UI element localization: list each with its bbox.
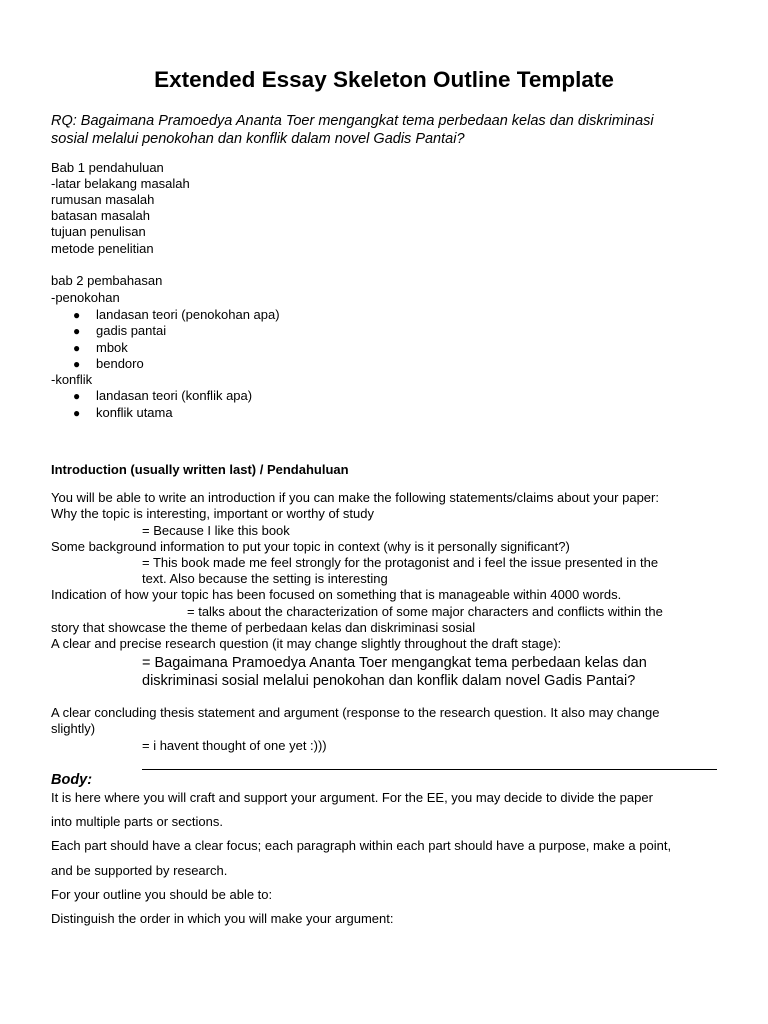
page-title: Extended Essay Skeleton Outline Template (154, 67, 614, 92)
intro-question: Some background information to put your topic in context (why is it personally significant?) (51, 539, 570, 554)
intro-question: A clear and precise research question (it may change slightly throughout the draft stage): (51, 636, 562, 651)
introduction-heading: Introduction (usually written last) / Pendahuluan (51, 462, 349, 477)
intro-answer: text. Also because the setting is interesting (142, 571, 388, 586)
penokohan-item: bendoro (96, 356, 144, 371)
penokohan-item: gadis pantai (96, 323, 167, 338)
intro-answer: = Bagaimana Pramoedya Ananta Toer mengangkat tema perbedaan kelas dan (142, 655, 647, 671)
bab1-title: Bab 1 pendahuluan (51, 160, 164, 175)
intro-answer: diskriminasi sosial melalui penokohan dan konflik dalam novel Gadis Pantai? (142, 673, 636, 689)
bullet-icon: ● (73, 308, 81, 322)
konflik-item: landasan teori (konflik apa) (96, 388, 253, 403)
body-paragraph: For your outline you should be able to: (51, 887, 273, 902)
bullet-icon: ● (73, 389, 81, 403)
body-paragraph: and be supported by research. (51, 863, 228, 878)
intro-lead: You will be able to write an introduction if you can make the following statements/claims about your paper: (51, 490, 659, 505)
penokohan-item: mbok (96, 340, 128, 355)
bab1-item: tujuan penulisan (51, 224, 146, 239)
bullet-icon: ● (73, 406, 81, 420)
intro-question: A clear concluding thesis statement and argument (response to the research question. It also may change (51, 705, 660, 720)
intro-answer: = This book made me feel strongly for the protagonist and i feel the issue presented in the (142, 555, 659, 570)
konflik-item: konflik utama (96, 405, 173, 420)
intro-answer: story that showcase the theme of perbedaan kelas dan diskriminasi sosial (51, 620, 476, 635)
intro-answer: = Because I like this book (142, 523, 290, 538)
bab2-konflik: -konflik (51, 372, 93, 387)
body-paragraph: into multiple parts or sections. (51, 814, 223, 829)
bab1-item: -latar belakang masalah (51, 176, 190, 191)
body-heading: Body: (51, 772, 93, 788)
bab1-item: metode penelitian (51, 241, 154, 256)
bab1-item: batasan masalah (51, 208, 151, 223)
bullet-icon: ● (73, 324, 81, 338)
bullet-icon: ● (73, 357, 81, 371)
intro-question: Why the topic is interesting, important or worthy of study (51, 506, 374, 521)
research-question-line-2: sosial melalui penokohan dan konflik dalam novel Gadis Pantai? (51, 131, 465, 147)
body-paragraph: Each part should have a clear focus; each paragraph within each part should have a purpose, make a point, (51, 838, 672, 853)
bab2-penokohan: -penokohan (51, 290, 120, 305)
body-paragraph: Distinguish the order in which you will make your argument: (51, 911, 394, 926)
bab2-title: bab 2 pembahasan (51, 273, 163, 288)
intro-answer: = talks about the characterization of some major characters and conflicts within the (187, 604, 663, 619)
intro-question: Indication of how your topic has been focused on something that is manageable within 4000 words. (51, 587, 622, 602)
intro-answer: = i havent thought of one yet :))) (142, 738, 327, 753)
penokohan-item: landasan teori (penokohan apa) (96, 307, 280, 322)
research-question-line-1: RQ: Bagaimana Pramoedya Ananta Toer mengangkat tema perbedaan kelas dan diskriminasi (51, 113, 654, 129)
body-paragraph: It is here where you will craft and support your argument. For the EE, you may decide to divide the paper (51, 790, 653, 805)
bab1-item: rumusan masalah (51, 192, 155, 207)
bullet-icon: ● (73, 341, 81, 355)
signature-line (142, 769, 717, 770)
intro-question: slightly) (51, 721, 96, 736)
